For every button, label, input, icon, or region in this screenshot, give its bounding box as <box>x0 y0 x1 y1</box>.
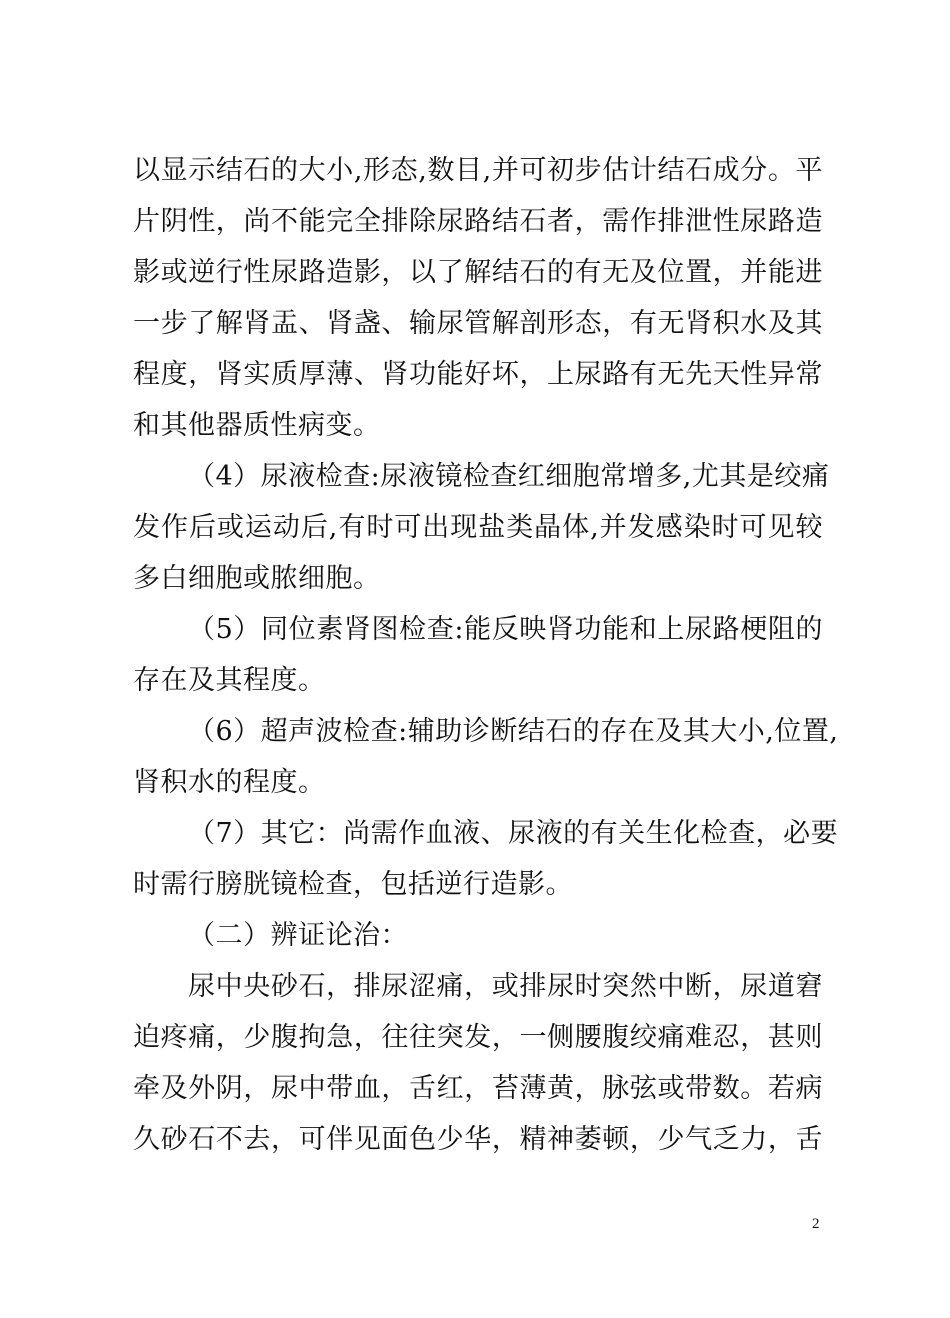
text-line: 多白细胞或脓细胞。 <box>133 563 381 594</box>
text-line: （4）尿液检查:尿液镜检查红细胞常增多,尤其是绞痛 <box>188 461 830 492</box>
text-line: 影或逆行性尿路造影，以了解结石的有无及位置，并能进 <box>133 257 823 288</box>
text-line: 发作后或运动后,有时可出现盐类晶体,并发感染时可见较 <box>133 512 823 543</box>
text-line: 牵及外阴，尿中带血，舌红，苔薄黄，脉弦或带数。若病 <box>133 1073 823 1104</box>
text-line: 存在及其程度。 <box>133 665 326 696</box>
text-line: （6）超声波检查:辅助诊断结石的存在及其大小,位置, <box>188 716 839 747</box>
text-line: 以显示结石的大小,形态,数目,并可初步估计结石成分。平 <box>133 155 823 186</box>
text-line: 片阴性，尚不能完全排除尿路结石者，需作排泄性尿路造 <box>133 206 823 237</box>
text-line: 尿中央砂石，排尿涩痛，或排尿时突然中断，尿道窘 <box>188 971 823 1002</box>
text-line: 时需行膀胱镜检查，包括逆行造影。 <box>133 869 573 900</box>
text-line: （5）同位素肾图检查:能反映肾功能和上尿路梗阻的 <box>188 614 823 645</box>
section-heading: （二）辨证论治： <box>188 920 408 951</box>
text-line: 和其他器质性病变。 <box>133 410 381 441</box>
text-line: （7）其它：尚需作血液、尿液的有关生化检查，必要 <box>188 818 839 849</box>
text-line: 肾积水的程度。 <box>133 767 326 798</box>
text-line: 迫疼痛，少腹拘急，往往突发，一侧腰腹绞痛难忍，甚则 <box>133 1022 823 1053</box>
text-line: 久砂石不去，可伴见面色少华，精神萎顿，少气乏力，舌 <box>133 1124 823 1155</box>
text-line: 程度，肾实质厚薄、肾功能好坏，上尿路有无先天性异常 <box>133 359 823 390</box>
text-line: 一步了解肾盂、肾盏、输尿管解剖形态，有无肾积水及其 <box>133 308 823 339</box>
page-number: 2 <box>812 1216 820 1232</box>
